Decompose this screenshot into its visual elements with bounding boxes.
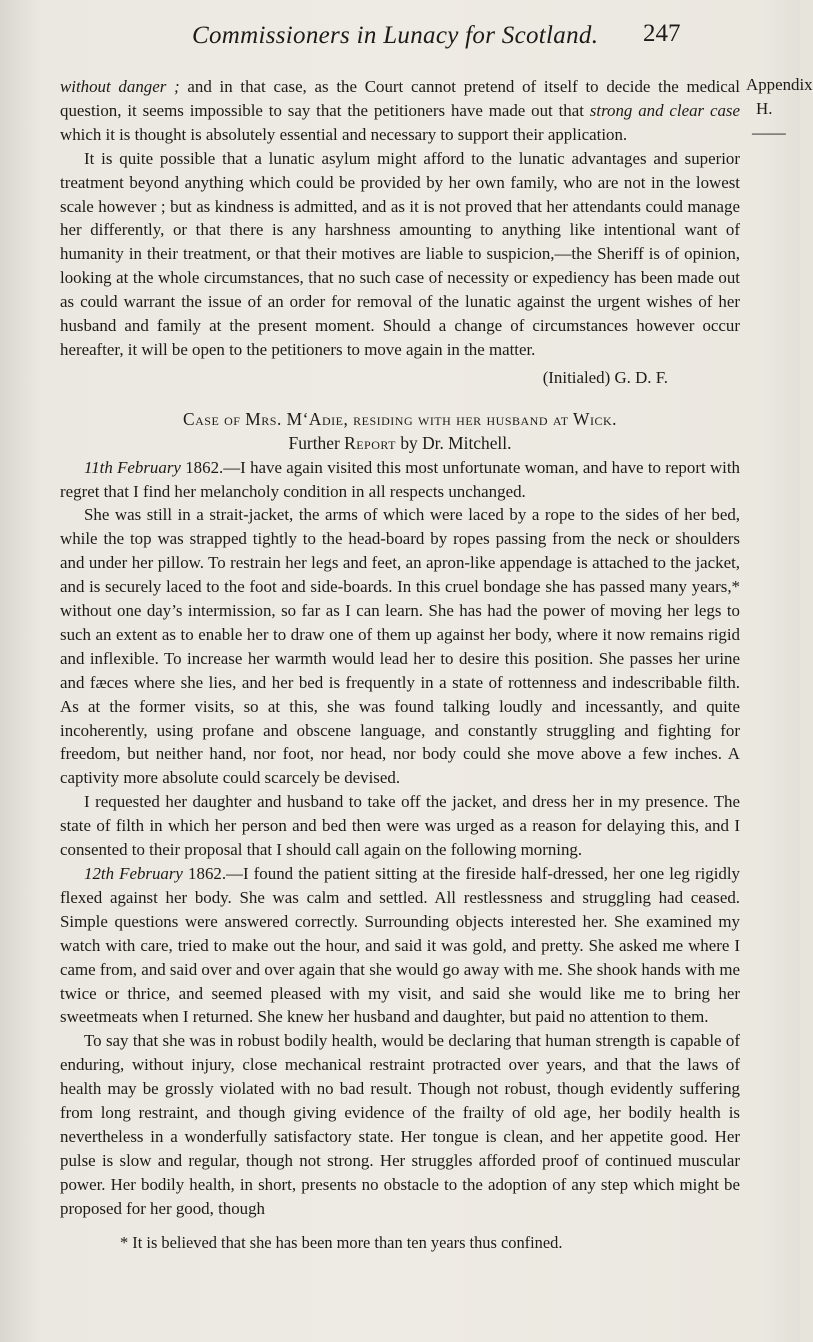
footnote: * It is believed that she has been more than ten years thus confined. [120, 1232, 563, 1252]
paragraph-text: 1862.—I found the patient sitting at the fireside half-dressed, her one leg rigidly flexed against her body. She was calm and settled. All restlessness and struggling had ceased. Simple questions were answered correctly. Surrounding objects interested her. She examined my watch with care, tried to make out the hour, and said it was gold, and pretty. She asked me where I came from, and said over and over again that she would go away with me. She shook hands with me twice or thrice, and seemed pleased with my visit, and said she would like me to bring her sweetmeats when I returned. She knew her husband and daughter, but paid no attention to them. [60, 864, 741, 1027]
italic-phrase: without danger ; [60, 77, 180, 96]
case-heading: Case of Mrs. M‘Adie, residing with her husband at Wick. [183, 408, 617, 429]
initialed-signature: (Initialed) G. D. F. [542, 367, 668, 387]
subheading-text: Further [288, 432, 345, 453]
margin-appendix: Appendix [746, 75, 813, 94]
subheading-text: by Dr. Mitchell. [395, 432, 512, 453]
paragraph-6 [60, 862, 740, 1029]
page-number: 247 [643, 20, 681, 47]
paragraph-text: which it is thought is absolutely essential and necessary to support their application. [60, 124, 628, 144]
body-text [60, 75, 740, 1255]
paragraph-5: I requested her daughter and husband to take off the jacket, and dress her in my presence. The state of filth in which her person and bed then were was urged as a reason for delaying this, and I consented to their proposal that I should call again on the following morning. [60, 792, 740, 860]
subheading-report: Report [344, 432, 396, 453]
paragraph-7: To say that she was in robust bodily health, would be declaring that human strength is capable of enduring, without injury, close mechanical restraint protracted over years, and that the laws of health may be grossly violated with no bad result. Though not robust, though evidently suffering from long restraint, and though giving evidence of the frailty of old age, her bodily health is nevertheless in a wonderfully satisfactory state. Her tongue is clean, and her appetite good. Her pulse is slow and regular, though not strong. Her struggles afforded proof of continued muscular power. Her bodily health, in short, presents no obstacle to the adoption of any step which might be proposed for her good, though [60, 1031, 740, 1218]
paragraph-text: and in that case, as the Court cannot pretend of itself to decide the medical question, it seems impossible to say that the petitioners have made out that [60, 77, 740, 120]
paragraph-text: 1862.—I have again visited this most unfortunate woman, and have to report with regret that I find her melancholy condition in all respects unchanged. [60, 457, 740, 501]
case-subheading [60, 432, 740, 456]
paragraph-1 [60, 75, 740, 147]
margin-dash: —— [752, 123, 786, 142]
running-title: Commissioners in Lunacy for Scotland. [192, 22, 599, 49]
paragraph-4: She was still in a strait-jacket, the arms of which were laced by a rope to the sides of her bed, while the top was strapped tightly to the head-board by ropes passing from the neck or shoulders and under her pillow. To restrain her legs and feet, an apron-like appendage is attached to the jacket, and is securely laced to the foot and side-boards. In this cruel bondage she has passed many years,* without one day’s intermission, so far as I can learn. She has had the power of moving her legs to such an extent as to enable her to draw one of them up against her body, where it now remains rigid and inflexible. To increase her warmth would lead her to desire this position. She passes her urine and fæces where she lies, and her bed is frequently in a state of rottenness and indescribable filth. As at the former visits, so at this, she was found talking loudly and incessantly, and quite incoherently, using profane and obscene language, and constantly struggling and fighting for freedom, but neither hand, nor foot, nor head, nor body could she move above a few inches. A captivity more absolute could scarcely be devised. [60, 505, 740, 788]
italic-phrase: strong and clear case [589, 100, 740, 120]
paragraph-3 [60, 456, 740, 504]
paragraph-2: It is quite possible that a lunatic asylum might afford to the lunatic advantages and superior treatment beyond anything which could be provided by her own family, who are not in the lowest scale however ; but as kindness is admitted, and as it is not proved that her attendants could manage her differently, or that there is any harshness amounting to anything like intentional want of humanity in their treatment, or that their motives are liable to suspicion,—the Sheriff is of opinion, looking at the whole circumstances, that no such case of necessity or expediency has been made out as could warrant the issue of an order for removal of the lunatic against the urgent wishes of her husband and family at the present moment. Should a change of circumstances however occur hereafter, it will be open to the petitioners to move again in the matter. [60, 148, 740, 359]
entry-date: 11th February [84, 457, 181, 477]
margin-appendix-letter: H. [756, 99, 773, 118]
entry-date: 12th February [84, 864, 183, 883]
